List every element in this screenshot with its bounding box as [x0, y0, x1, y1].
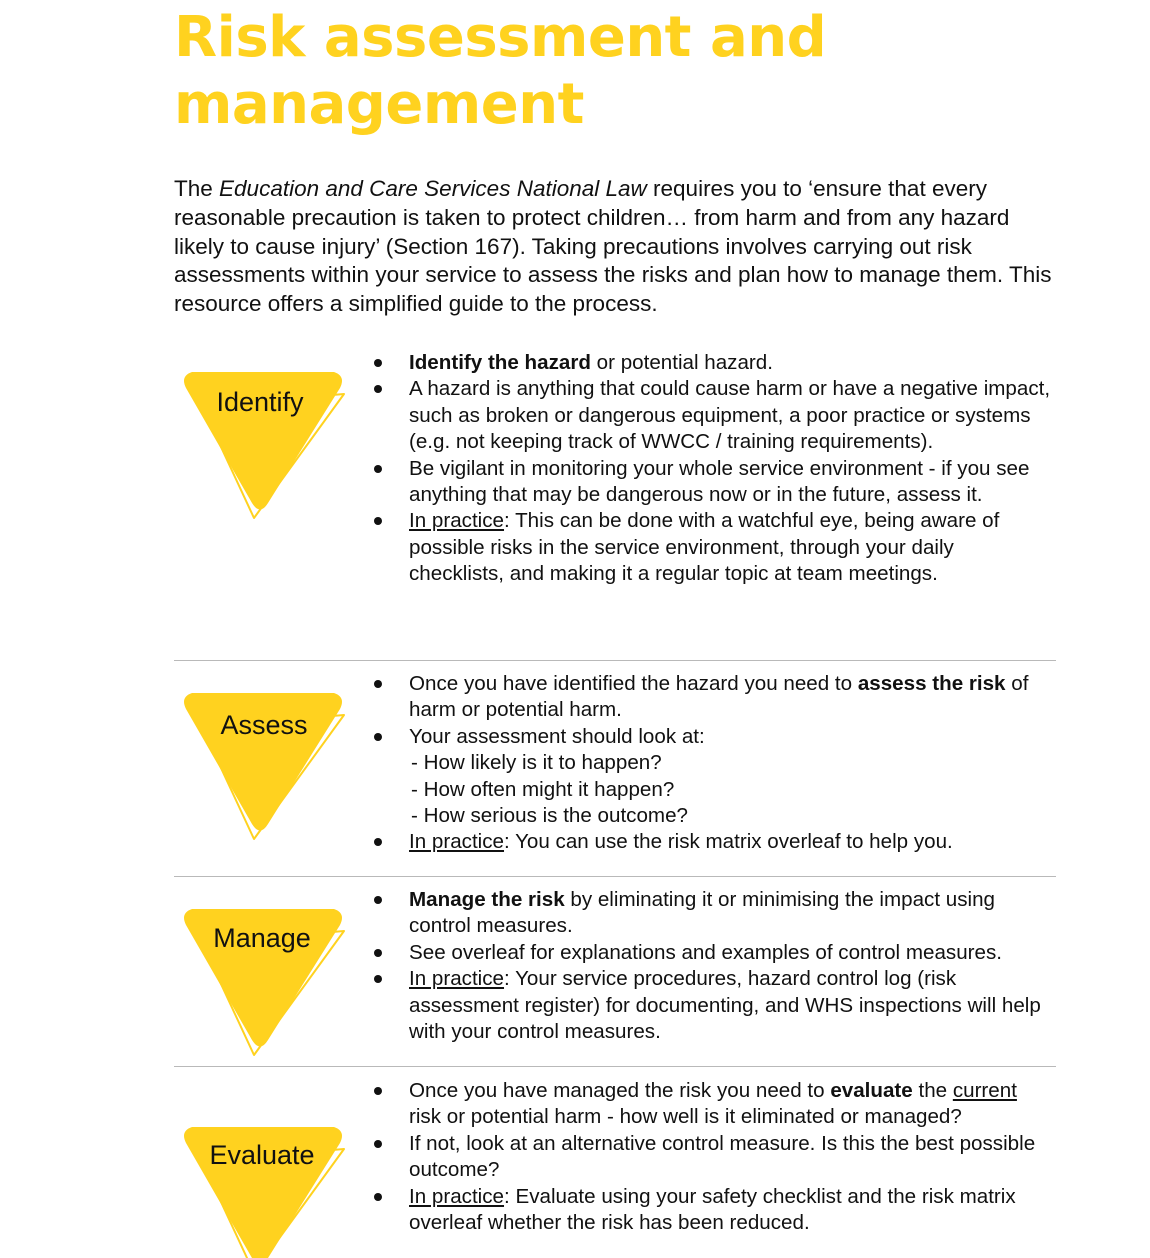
- intro-prefix: The: [174, 176, 220, 201]
- yellow-triangle-icon: [174, 1113, 354, 1258]
- section-label-manage: Manage: [213, 923, 311, 953]
- sub-item: - How likely is it to happen?: [411, 751, 662, 775]
- list-item: See overleaf for explanations and examples of control measures.: [364, 940, 1054, 966]
- page-title-line-2: management: [174, 72, 584, 137]
- page-title-line-1: Risk assessment and: [174, 5, 827, 70]
- list-item: Your assessment should look at: - How likely is it to happen? - How often might it happen? - How serious is the outcome?: [364, 724, 1054, 830]
- list-item: In practice: This can be done with a watchful eye, being aware of possible risks in the service environment, through your daily checklists, and making it a regular topic at team meetings.: [364, 508, 1054, 587]
- list-item: Manage the risk by eliminating it or minimising the impact using control measures.: [364, 887, 1054, 940]
- list-item: In practice: Your service procedures, hazard control log (risk assessment register) for documenting, and WHS inspections will help with your control measures.: [364, 966, 1054, 1045]
- section-divider: [174, 1066, 1056, 1067]
- section-label-evaluate: Evaluate: [209, 1140, 315, 1170]
- intro-law-name: Education and Care Services National Law: [219, 176, 647, 201]
- page-title: [174, 4, 826, 138]
- list-item: A hazard is anything that could cause harm or have a negative impact, such as broken or dangerous equipment, a poor practice or systems (e.g. not keeping track of WWCC / training requirements).: [364, 376, 1054, 455]
- yellow-triangle-icon: [174, 895, 354, 1060]
- yellow-triangle-icon: [174, 679, 354, 844]
- manage-bullet-list: [364, 887, 1054, 1045]
- sub-item: - How often might it happen?: [411, 777, 675, 801]
- list-item: Identify the hazard or potential hazard.: [364, 350, 1054, 376]
- section-divider: [174, 660, 1056, 661]
- list-item: Once you have identified the hazard you need to assess the risk of harm or potential harm.: [364, 671, 1054, 724]
- section-divider: [174, 876, 1056, 877]
- intro-body: requires you to ‘ensure that every reasonable precaution is taken to protect children… from harm and from any hazard likely to cause injury’ (Section 167). Taking precautions involves carrying out risk assessments within your service to assess the risks and plan how to manage them. This resource offers a simplified guide to the process.: [174, 176, 1052, 317]
- list-item: In practice: You can use the risk matrix overleaf to help you.: [364, 829, 1054, 855]
- evaluate-bullet-list: [364, 1078, 1054, 1236]
- section-label-identify: Identify: [216, 387, 304, 417]
- yellow-triangle-icon: [174, 358, 354, 523]
- assess-bullet-list: [364, 671, 1054, 856]
- list-item: If not, look at an alternative control measure. Is this the best possible outcome?: [364, 1131, 1054, 1184]
- list-item: Once you have managed the risk you need to evaluate the current risk or potential harm - how well is it eliminated or managed?: [364, 1078, 1054, 1131]
- section-evaluate: [174, 1078, 1056, 1258]
- identify-bullet-list: [364, 350, 1054, 588]
- list-item: Be vigilant in monitoring your whole service environment - if you see anything that may be dangerous now or in the future, assess it.: [364, 456, 1054, 509]
- list-item: In practice: Evaluate using your safety checklist and the risk matrix overleaf whether the risk has been reduced.: [364, 1184, 1054, 1237]
- section-label-assess: Assess: [220, 710, 308, 740]
- sub-item: - How serious is the outcome?: [411, 804, 688, 828]
- intro-paragraph: [174, 175, 1054, 319]
